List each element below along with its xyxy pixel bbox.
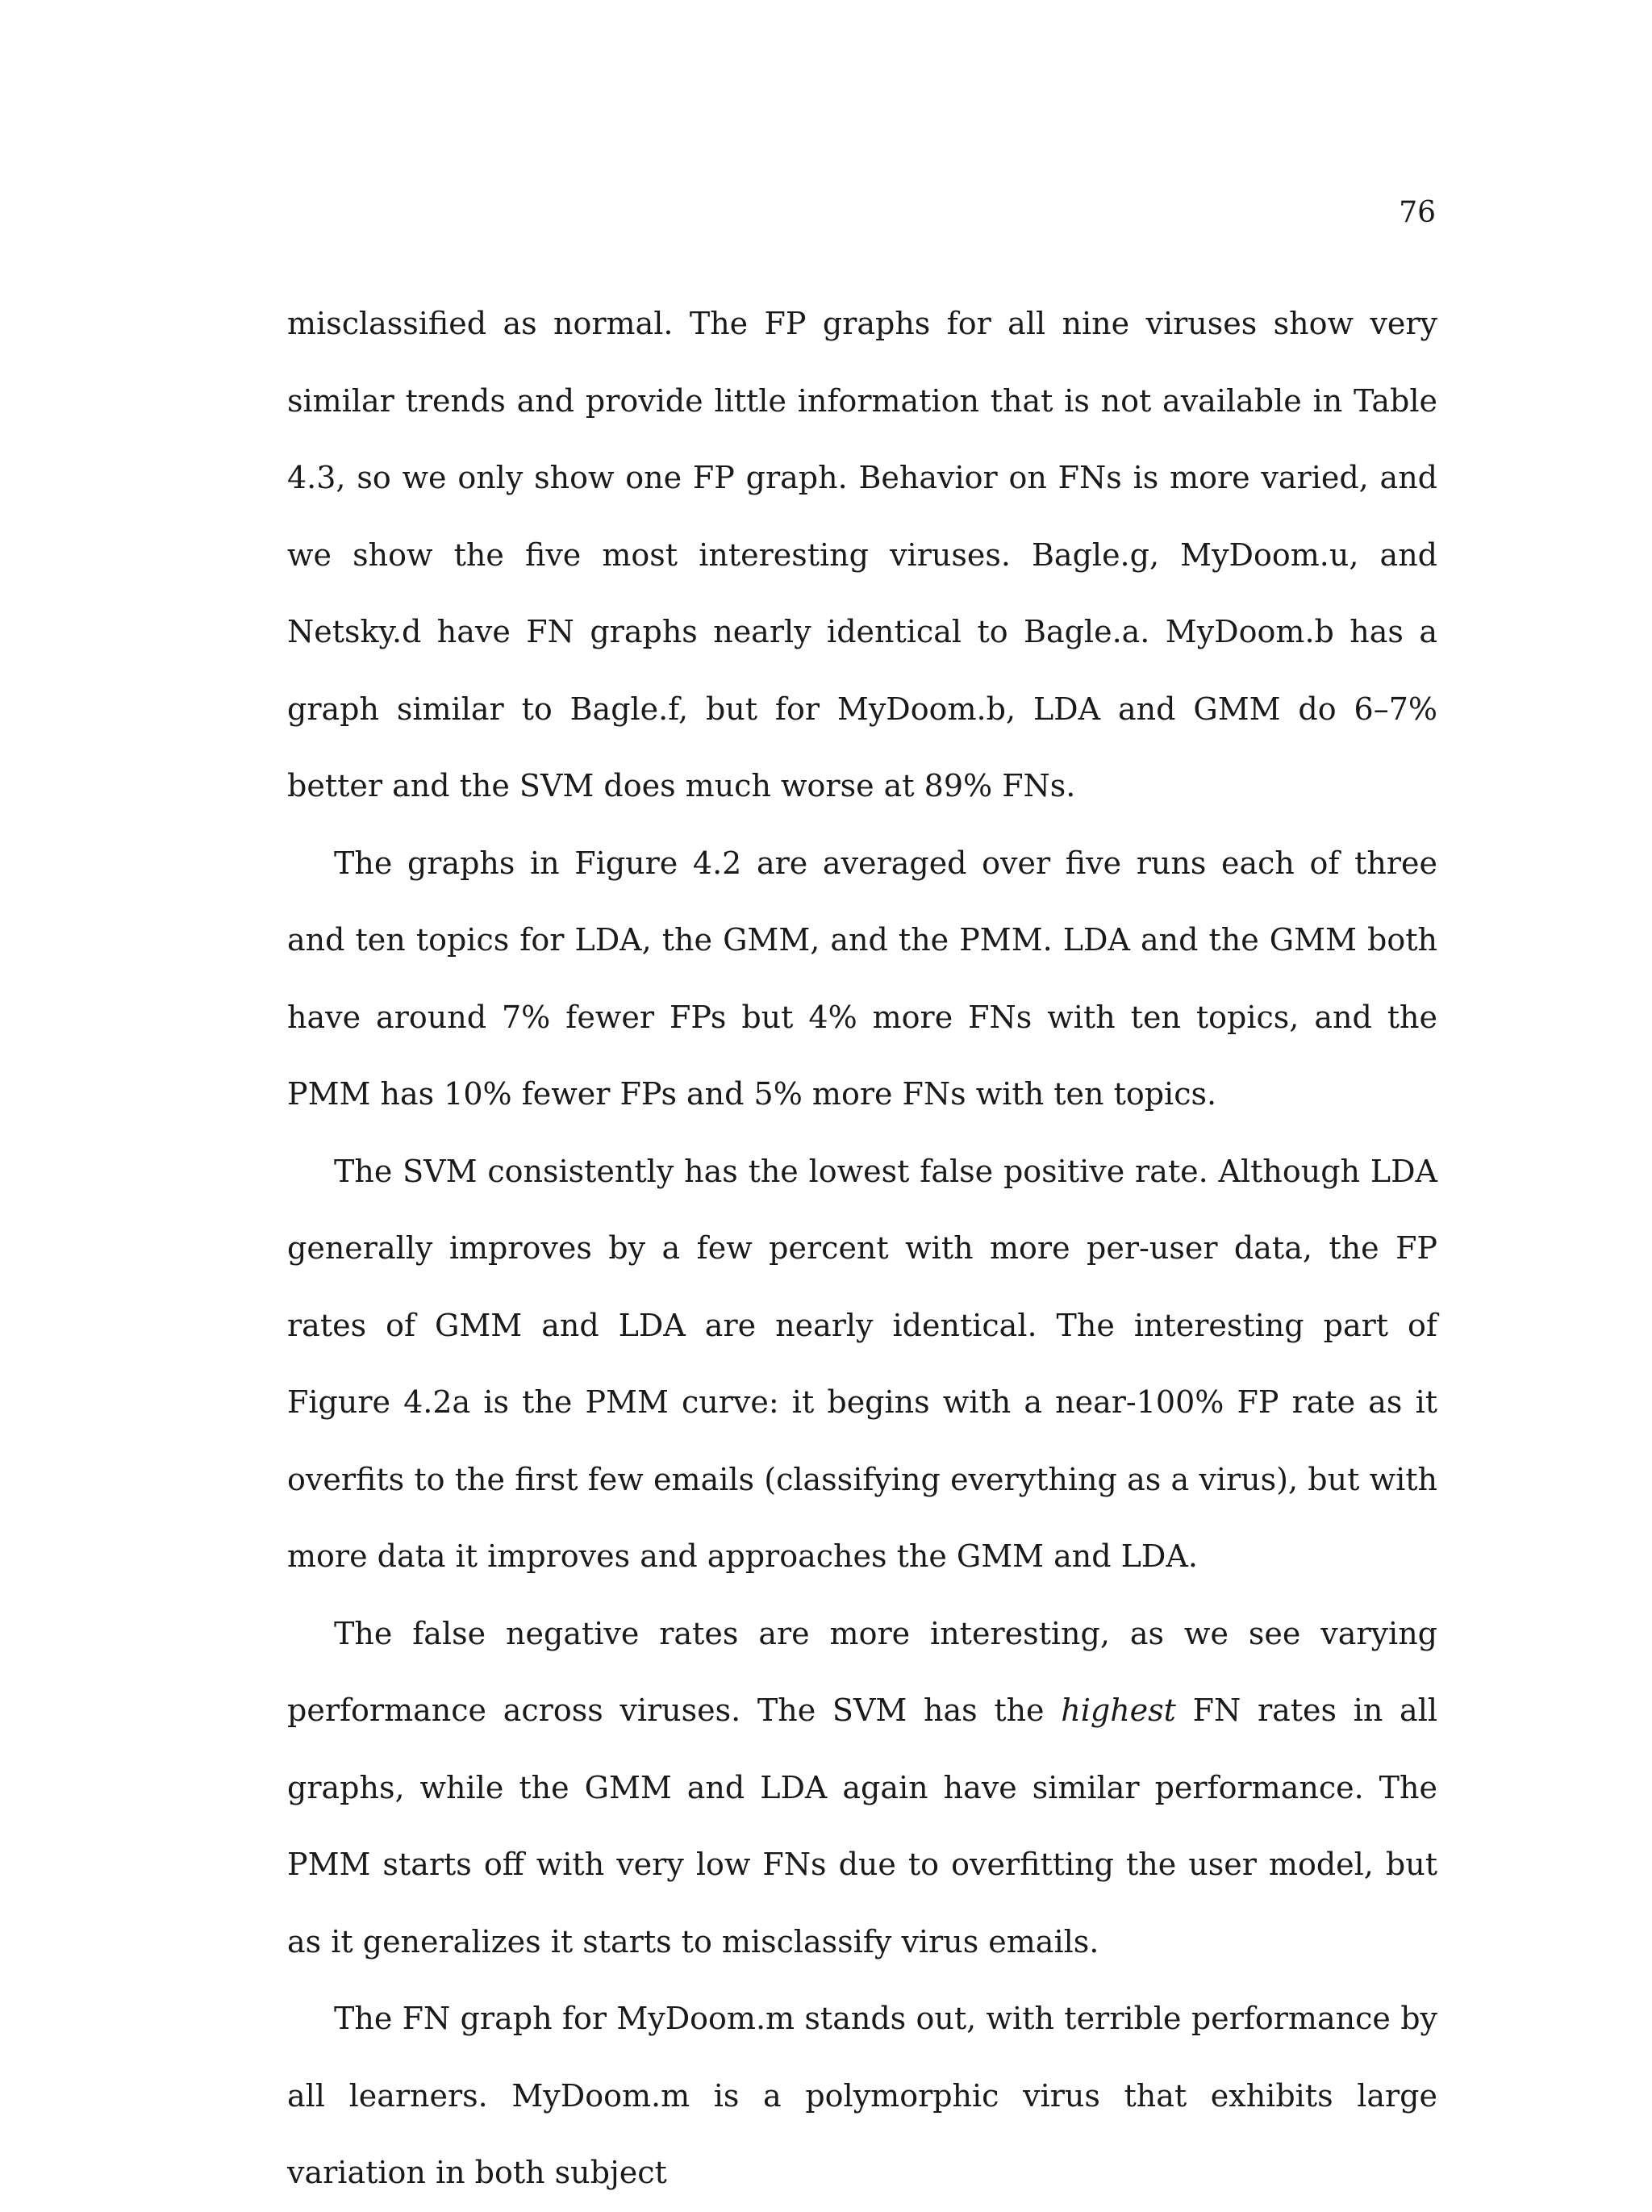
paragraph-2: The graphs in Figure 4.2 are averaged over five runs each of three and ten topics for LDA, the GMM, and the PMM. LDA and the GMM both have around 7% fewer FPs but 4% more FNs with ten topics, and the PMM has 10% fewer FPs and 5% more FNs with ten topics.	[287, 845, 1437, 1112]
paragraph-3: The SVM consistently has the lowest false positive rate. Although LDA generally improves by a few percent with more per-user data, the FP rates of GMM and LDA are nearly identical. The interesting part of Figure 4.2a is the PMM curve: it begins with a near-100% FP rate as it overfits to the first few emails (classifying everything as a virus), but with more data it improves and approaches the GMM and LDA.	[287, 1153, 1437, 1574]
paragraph-4-text-after: FN rates in all graphs, while the GMM and LDA again have similar performance. The PMM starts off with very low FNs due to overfitting the user model, but as it generalizes it starts to misclassify virus emails.	[287, 1692, 1437, 1959]
paragraph-4-text-before: The false negative rates are more interesting, as we see varying performance across viruses. The SVM has the	[287, 1615, 1437, 1728]
paragraph-1: misclassified as normal. The FP graphs for all nine viruses show very similar trends and provide little information that is not available in Table 4.3, so we only show one FP graph. Behavior on FNs is more varied, and we show the five most interesting viruses. Bagle.g, MyDoom.u, and Netsky.d have FN graphs nearly identical to Bagle.a. MyDoom.b has a graph similar to Bagle.f, but for MyDoom.b, LDA and GMM do 6–7% better and the SVM does much worse at 89% FNs.	[287, 306, 1437, 803]
body-text	[287, 286, 1437, 2212]
page-number: 76	[1399, 196, 1436, 229]
paragraph-4	[287, 1596, 1437, 1981]
emphasis-highest: highest	[1061, 1692, 1176, 1728]
paragraph-5: The FN graph for MyDoom.m stands out, with terrible performance by all learners. MyDoom.m is a polymorphic virus that exhibits large variation in both subject	[287, 2001, 1437, 2190]
